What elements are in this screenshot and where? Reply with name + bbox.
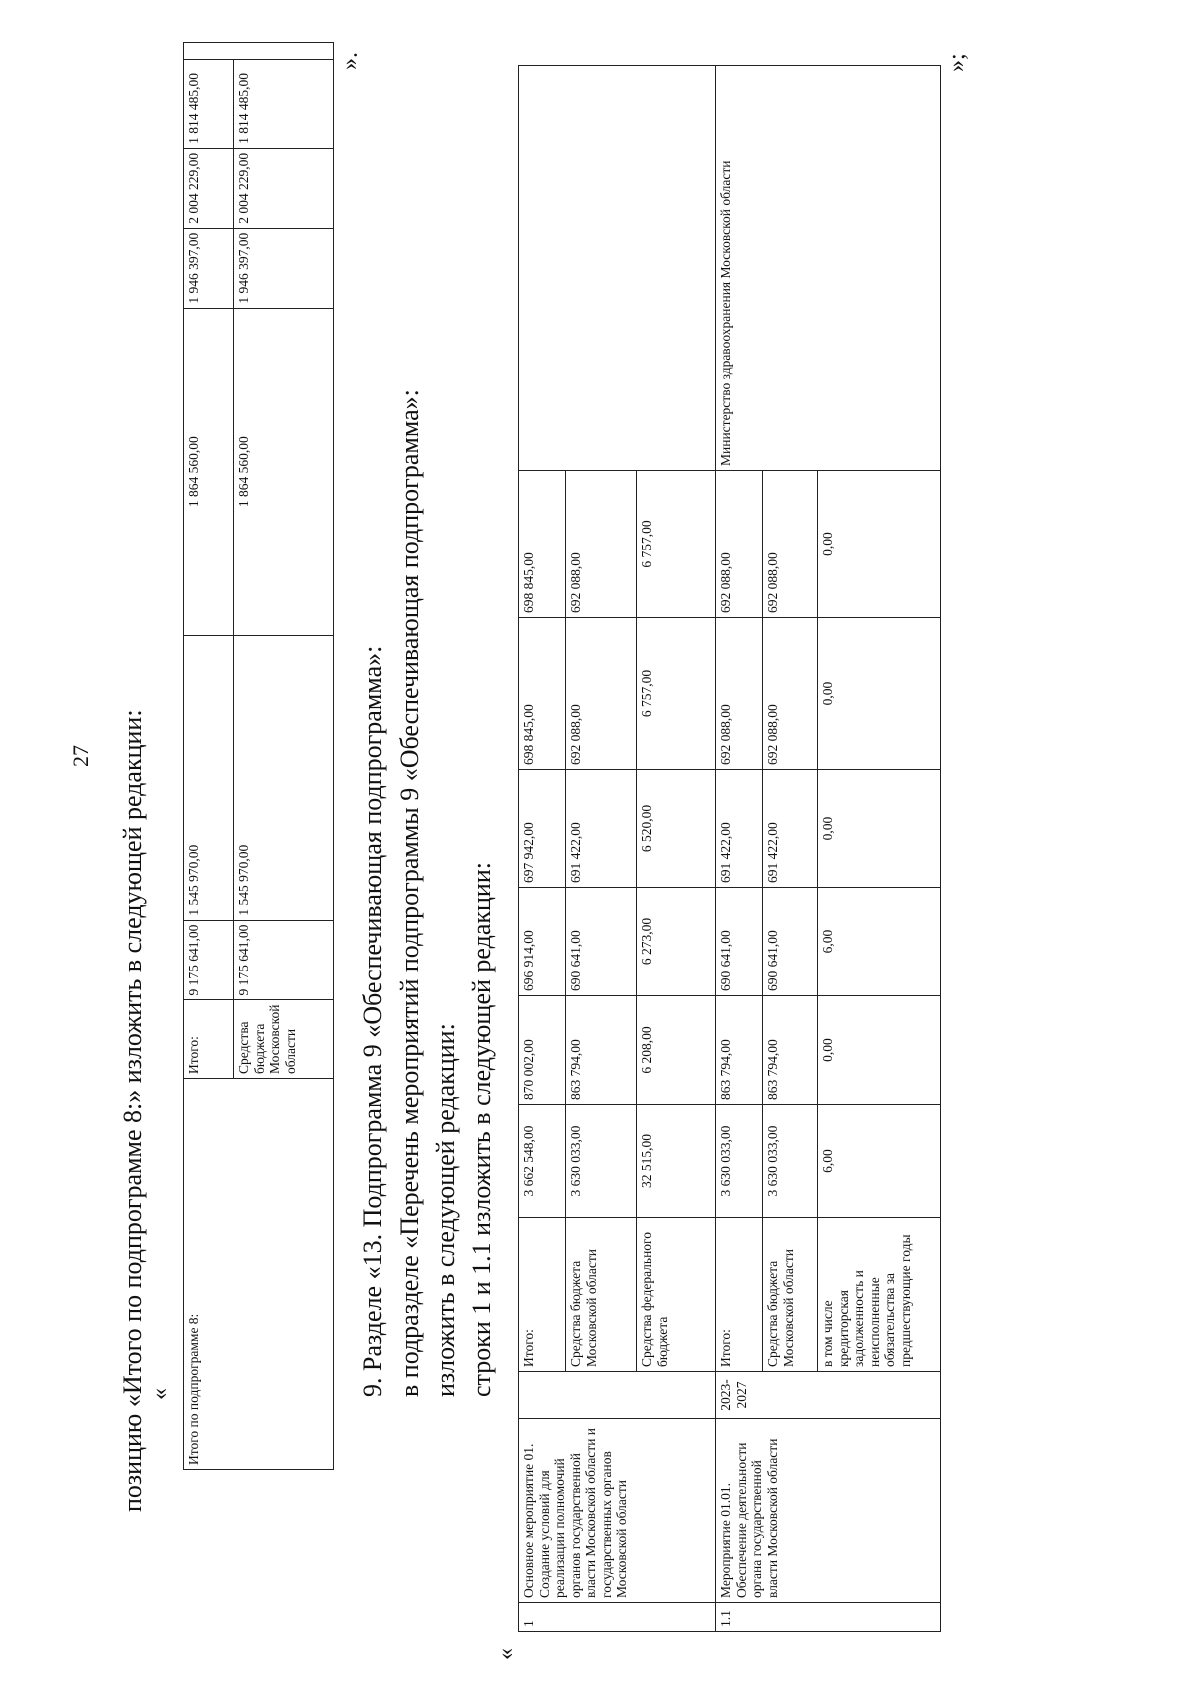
value-cell: 1 864 560,00 [234,308,334,635]
row-number-cell: 1 [519,1603,716,1632]
executor-cell: Министерство здравоохранения Московской области [716,66,941,471]
value-cell: 3 630 033,00 [716,1105,763,1218]
total-label-cell: Итого по подпрограмме 8: [184,1079,334,1470]
subprogram-9-activities-table [518,65,941,1632]
funding-source-cell: Средства федерального бюджета [637,1218,716,1372]
value-cell: 692 088,00 [566,471,637,618]
value-cell: 1 545 970,00 [184,635,234,920]
value-cell: 9 175 641,00 [234,920,334,1000]
value-cell: 696 914,00 [519,888,566,996]
value-cell: 3 630 033,00 [566,1105,637,1218]
empty-cell [184,43,334,60]
value-cell: 6 273,00 [637,888,716,996]
value-cell: 1 814 485,00 [184,59,234,148]
value-cell: 1 946 397,00 [184,228,234,308]
section-heading: изложить в следующей редакции: [431,1023,460,1397]
funding-source-cell: Итого: [184,1000,234,1079]
funding-source-cell: Итого: [519,1218,566,1372]
opening-quote: « [147,1388,173,1400]
value-cell: 692 088,00 [763,471,818,618]
activity-name-cell: Основное мероприятие 01. Создание условий для реализации полномочий органов государственной власти Московской области и государственных органов Московской области [519,1419,716,1603]
intro-paragraph: позицию «Итого по подпрограмме 8:» изложить в следующей редакции: [118,709,147,1512]
executor-cell [519,66,716,471]
value-cell: 2 004 229,00 [184,148,234,228]
value-cell: 870 002,00 [519,996,566,1105]
value-cell: 863 794,00 [763,996,818,1105]
value-cell: 6 520,00 [637,770,716,888]
value-cell: 692 088,00 [763,618,818,770]
value-cell: 863 794,00 [566,996,637,1105]
value-cell: 690 641,00 [763,888,818,996]
value-cell: 690 641,00 [566,888,637,996]
row-number-cell: 1.1 [716,1603,941,1632]
value-cell: 691 422,00 [716,770,763,888]
value-cell: 692 088,00 [566,618,637,770]
value-cell: 3 662 548,00 [519,1105,566,1218]
closing-quote: ». [337,52,363,70]
value-cell: 6,00 [818,1105,941,1218]
activity-name-cell: Мероприятие 01.01. Обеспечение деятельности органа государственной власти Московской области [716,1419,941,1603]
value-cell: 9 175 641,00 [184,920,234,1000]
funding-source-cell: Средства бюджета Московской области [566,1218,637,1372]
value-cell: 1 864 560,00 [184,308,234,635]
opening-quote: « [493,1648,519,1660]
value-cell: 697 942,00 [519,770,566,888]
value-cell: 6 757,00 [637,618,716,770]
value-cell: 692 088,00 [716,618,763,770]
funding-source-cell: в том числе кредиторская задолженность и неисполненные обязательства за предшествующие годы [818,1218,941,1372]
closing-quote: »; [944,53,970,72]
value-cell: 0,00 [818,770,941,888]
section-heading: в подразделе «Перечень мероприятий подпрограммы 9 «Обеспечивающая подпрограмма»: [395,389,424,1397]
value-cell: 6 757,00 [637,471,716,618]
section-heading: 9. Разделе «13. Подпрограмма 9 «Обеспечивающая подпрограмма»: [358,645,387,1397]
value-cell: 691 422,00 [566,770,637,888]
value-cell: 2 004 229,00 [234,148,334,228]
value-cell: 698 845,00 [519,618,566,770]
value-cell: 698 845,00 [519,471,566,618]
term-cell [519,1372,716,1419]
value-cell: 3 630 033,00 [763,1105,818,1218]
table-row [716,66,763,1632]
value-cell: 6,00 [818,888,941,996]
value-cell: 863 794,00 [716,996,763,1105]
table-row [519,66,566,1632]
value-cell: 6 208,00 [637,996,716,1105]
section-heading: строки 1 и 1.1 изложить в следующей редакции: [467,862,496,1397]
value-cell: 691 422,00 [763,770,818,888]
value-cell: 690 641,00 [716,888,763,996]
value-cell: 1 814 485,00 [234,59,334,148]
subprogram-8-total-table [183,42,334,1470]
term-cell: 2023-2027 [716,1372,941,1419]
value-cell: 0,00 [818,471,941,618]
funding-source-cell: Средства бюджета Московской области [234,1000,334,1079]
table-row [184,43,234,1470]
funding-source-cell: Итого: [716,1218,763,1372]
value-cell: 692 088,00 [716,471,763,618]
value-cell: 32 515,00 [637,1105,716,1218]
funding-source-cell: Средства бюджета Московской области [763,1218,818,1372]
value-cell: 0,00 [818,996,941,1105]
value-cell: 1 946 397,00 [234,228,334,308]
value-cell: 1 545 970,00 [234,635,334,920]
value-cell: 0,00 [818,618,941,770]
page-number: 27 [68,745,93,767]
